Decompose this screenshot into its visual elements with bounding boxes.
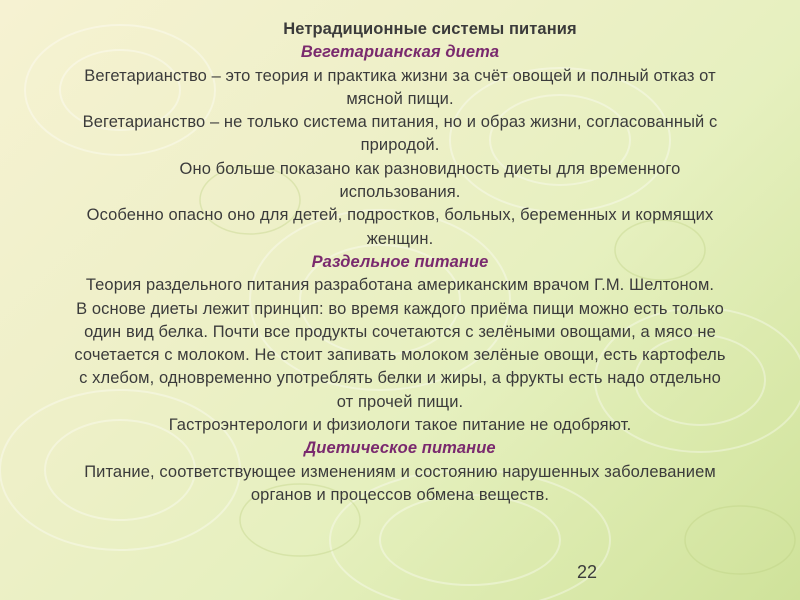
paragraph-line: сочетается с молоком. Не стоит запивать молоком зелёные овощи, есть картофель (74, 346, 726, 365)
heading-separate-nutrition: Раздельное питание (311, 252, 489, 271)
paragraph-line: мясной пищи. (346, 89, 454, 108)
paragraph-line: Особенно опасно оно для детей, подростков, больных, беременных и кормящих (86, 206, 714, 225)
paragraph-line: от прочей пищи. (336, 392, 464, 411)
paragraph-line: Гастроэнтерологи и физиологи такое питание не одобряют. (168, 416, 632, 435)
page-number: 22 (577, 562, 598, 582)
paragraph-line: природой. (360, 136, 440, 155)
paragraph-line: Питание, соответствующее изменениям и состоянию нарушенных заболеванием (84, 462, 716, 481)
paragraph-line: Вегетарианство – это теория и практика жизни за счёт овощей и полный отказ от (84, 66, 716, 85)
slide-text-body (4, 18, 796, 507)
paragraph-line: органов и процессов обмена веществ. (250, 485, 550, 504)
paragraph-line: женщин. (366, 229, 434, 248)
paragraph-line: использования. (339, 183, 461, 202)
paragraph-line: Оно больше показано как разновидность диеты для временного (179, 159, 681, 178)
paragraph-line: с хлебом, одновременно употреблять белки и жиры, а фрукты есть надо отдельно (79, 369, 721, 388)
paragraph-line: Теория раздельного питания разработана американским врачом Г.М. Шелтоном. (85, 276, 715, 295)
heading-vegetarian-diet: Вегетарианская диета (300, 43, 500, 62)
paragraph-line: В основе диеты лежит принцип: во время каждого приёма пищи можно есть только (76, 299, 724, 318)
slide-title: Нетрадиционные системы питания (283, 20, 577, 38)
paragraph-line: один вид белка. Почти все продукты сочетаются с зелёными овощами, а мясо не (84, 322, 716, 341)
paragraph-line: Вегетарианство – не только система питания, но и образ жизни, согласованный с (82, 113, 718, 132)
heading-dietary-nutrition: Диетическое питание (304, 439, 496, 458)
